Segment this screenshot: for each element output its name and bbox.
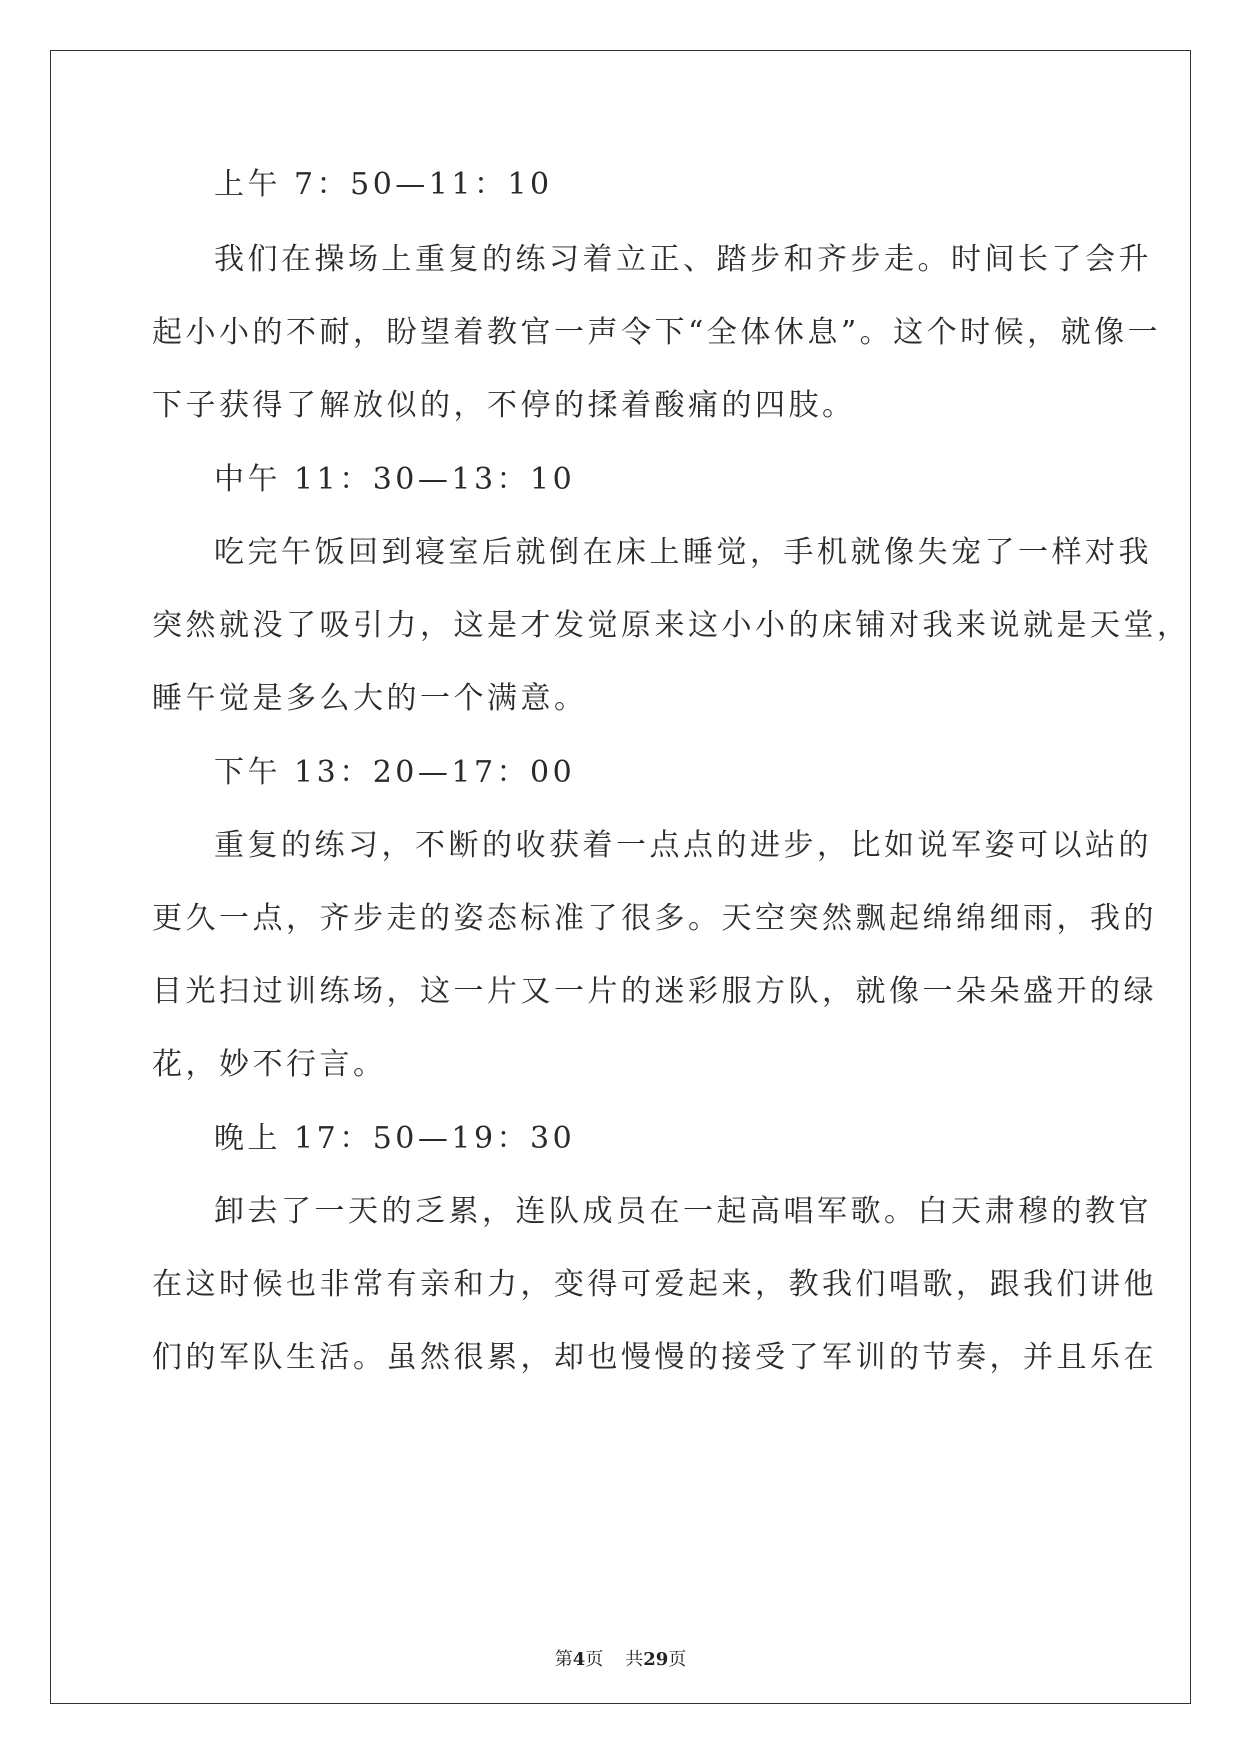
paragraph-line: 重复的练习，不断的收获着一点点的进步，比如说军姿可以站的 <box>214 828 1152 863</box>
total-suffix: 页 <box>668 1649 687 1670</box>
paragraph-line: 起小小的不耐，盼望着教官一声令下“全体休息”。这个时候，就像一 <box>152 315 1162 350</box>
page-border <box>50 50 1191 1704</box>
paragraph-line: 更久一点，齐步走的姿态标准了很多。天空突然飘起绵绵细雨，我的 <box>152 901 1157 936</box>
paragraph-line: 突然就没了吸引力，这是才发觉原来这小小的床铺对我来说就是天堂， <box>152 608 1191 643</box>
paragraph-line: 目光扫过训练场，这一片又一片的迷彩服方队，就像一朵朵盛开的绿 <box>152 974 1157 1009</box>
paragraph-line: 在这时候也非常有亲和力，变得可爱起来，教我们唱歌，跟我们讲他 <box>152 1267 1157 1302</box>
page-number: 4 <box>572 1649 586 1670</box>
total-prefix: 共 <box>625 1649 644 1670</box>
paragraph-line: 睡午觉是多么大的一个满意。 <box>152 681 588 716</box>
paragraph-line: 下子获得了解放似的，不停的揉着酸痛的四肢。 <box>152 388 856 423</box>
section-heading-afternoon: 下午 13：20—17：00 <box>214 755 576 790</box>
paragraph-line: 花，妙不行言。 <box>152 1047 387 1082</box>
total-pages: 29 <box>643 1649 669 1670</box>
section-heading-morning: 上午 7：50—11：10 <box>214 167 553 202</box>
paragraph-line: 我们在操场上重复的练习着立正、踏步和齐步走。时间长了会升 <box>214 242 1152 277</box>
page-footer <box>0 1648 1241 1672</box>
paragraph-line: 卸去了一天的乏累，连队成员在一起高唱军歌。白天肃穆的教官 <box>214 1194 1152 1229</box>
paragraph-line: 吃完午饭回到寝室后就倒在床上睡觉，手机就像失宠了一样对我 <box>214 535 1152 570</box>
page-prefix: 第 <box>554 1649 573 1670</box>
section-heading-evening: 晚上 17：50—19：30 <box>214 1121 576 1156</box>
section-heading-noon: 中午 11：30—13：10 <box>214 462 576 497</box>
paragraph-line: 们的军队生活。虽然很累，却也慢慢的接受了军训的节奏，并且乐在 <box>152 1340 1157 1375</box>
page-suffix: 页 <box>585 1649 604 1670</box>
